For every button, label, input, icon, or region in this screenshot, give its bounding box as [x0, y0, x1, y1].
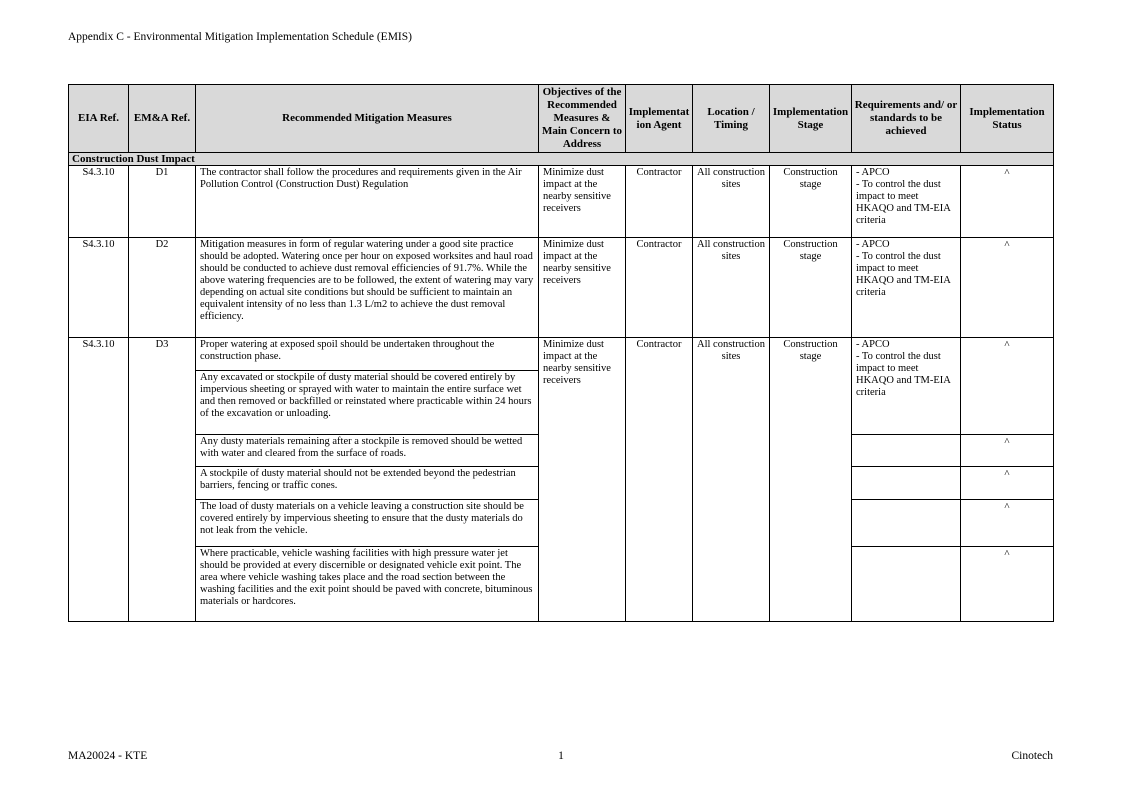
- requirement-line: - APCO: [856, 239, 890, 250]
- requirements-cell-empty: [852, 547, 961, 622]
- measure-cell: Where practicable, vehicle washing facilities with high pressure water jet should be provided at every discernible or designated vehicle exit point. The area where vehicle washing takes place and the road section between the washing facilities and the exit point should be paved with concrete, bituminous materials or hardcores.: [196, 547, 539, 622]
- location-cell: All construction sites: [693, 338, 770, 622]
- measure-cell: A stockpile of dusty material should not be extended beyond the pedestrian barriers, fencing or traffic cones.: [196, 467, 539, 500]
- table-row-d2: [69, 238, 1054, 338]
- eia-ref-cell: S4.3.10: [69, 166, 129, 238]
- col-header-location: Location / Timing: [693, 85, 770, 153]
- appendix-title: Appendix C - Environmental Mitigation Implementation Schedule (EMIS): [68, 31, 412, 43]
- header-row: [69, 85, 1054, 153]
- requirement-line: - APCO: [856, 167, 890, 178]
- location-cell: All construction sites: [693, 238, 770, 338]
- col-header-stage: Implementation Stage: [770, 85, 852, 153]
- section-row: [69, 153, 1054, 166]
- col-header-eia-ref: EIA Ref.: [69, 85, 129, 153]
- stage-cell: Construction stage: [770, 166, 852, 238]
- col-header-agent: Implementation Agent: [626, 85, 693, 153]
- requirements-cell-empty: [852, 500, 961, 547]
- section-title: Construction Dust Impact: [69, 153, 1054, 166]
- requirements-cell-empty: [852, 435, 961, 467]
- agent-cell: Contractor: [626, 238, 693, 338]
- objectives-cell: Minimize dust impact at the nearby sensitive receivers: [539, 166, 626, 238]
- ema-ref-cell: D2: [129, 238, 196, 338]
- requirements-cell: [852, 238, 961, 338]
- measure-cell: The load of dusty materials on a vehicle leaving a construction site should be covered entirely by impervious sheeting to ensure that the dusty materials do not leak from the vehicle.: [196, 500, 539, 547]
- requirements-cell-empty: [852, 467, 961, 500]
- status-cell: ^: [961, 500, 1054, 547]
- table-row-d1: [69, 166, 1054, 238]
- agent-cell: Contractor: [626, 338, 693, 622]
- status-cell: ^: [961, 547, 1054, 622]
- requirement-line: - To control the dust impact to meet HKAQO and TM-EIA criteria: [856, 179, 951, 226]
- emis-table: [68, 84, 1054, 622]
- stage-cell: Construction stage: [770, 338, 852, 622]
- objectives-cell: Minimize dust impact at the nearby sensitive receivers: [539, 338, 626, 622]
- eia-ref-cell: S4.3.10: [69, 338, 129, 622]
- requirements-cell: [852, 166, 961, 238]
- col-header-objectives: Objectives of the Recommended Measures & Main Concern to Address: [539, 85, 626, 153]
- eia-ref-cell: S4.3.10: [69, 238, 129, 338]
- measure-cell: Proper watering at exposed spoil should be undertaken throughout the construction phase.: [196, 338, 539, 371]
- status-cell: ^: [961, 166, 1054, 238]
- stage-cell: Construction stage: [770, 238, 852, 338]
- measure-cell: The contractor shall follow the procedures and requirements given in the Air Pollution Control (Construction Dust) Regulation: [196, 166, 539, 238]
- col-header-measures: Recommended Mitigation Measures: [196, 85, 539, 153]
- measure-cell: Any dusty materials remaining after a stockpile is removed should be wetted with water and cleared from the surface of roads.: [196, 435, 539, 467]
- status-cell: ^: [961, 467, 1054, 500]
- measure-cell: Mitigation measures in form of regular watering under a good site practice should be adopted. Watering once per hour on exposed worksites and haul road should be conducted to achieve dust removal efficiencies of 91.7%. While the above watering frequencies are to be followed, the extent of watering may vary depending on actual site conditions but should be sufficient to maintain an equivalent intensity of no less than 1.3 L/m2 to achieve the dust removal efficiency.: [196, 238, 539, 338]
- table-row-d3-measure-1: [69, 338, 1054, 371]
- col-header-ema-ref: EM&A Ref.: [129, 85, 196, 153]
- col-header-requirements: Requirements and/ or standards to be achieved: [852, 85, 961, 153]
- status-cell: ^: [961, 338, 1054, 435]
- agent-cell: Contractor: [626, 166, 693, 238]
- footer-company-name: Cinotech: [1011, 750, 1053, 762]
- status-cell: ^: [961, 238, 1054, 338]
- measure-cell: Any excavated or stockpile of dusty material should be covered entirely by impervious sheeting or sprayed with water to maintain the entire surface wet and then removed or backfilled or reinstated where practicable within 24 hours of the excavation or unloading.: [196, 371, 539, 435]
- location-cell: All construction sites: [693, 166, 770, 238]
- ema-ref-cell: D3: [129, 338, 196, 622]
- col-header-status: Implementation Status: [961, 85, 1054, 153]
- footer-project-ref: MA20024 - KTE: [68, 750, 148, 762]
- objectives-cell: Minimize dust impact at the nearby sensitive receivers: [539, 238, 626, 338]
- ema-ref-cell: D1: [129, 166, 196, 238]
- footer-page-number: 1: [558, 750, 564, 762]
- requirement-line: - To control the dust impact to meet HKAQO and TM-EIA criteria: [856, 351, 951, 398]
- requirements-cell: [852, 338, 961, 435]
- status-cell: ^: [961, 435, 1054, 467]
- requirement-line: - APCO: [856, 339, 890, 350]
- requirement-line: - To control the dust impact to meet HKAQO and TM-EIA criteria: [856, 251, 951, 298]
